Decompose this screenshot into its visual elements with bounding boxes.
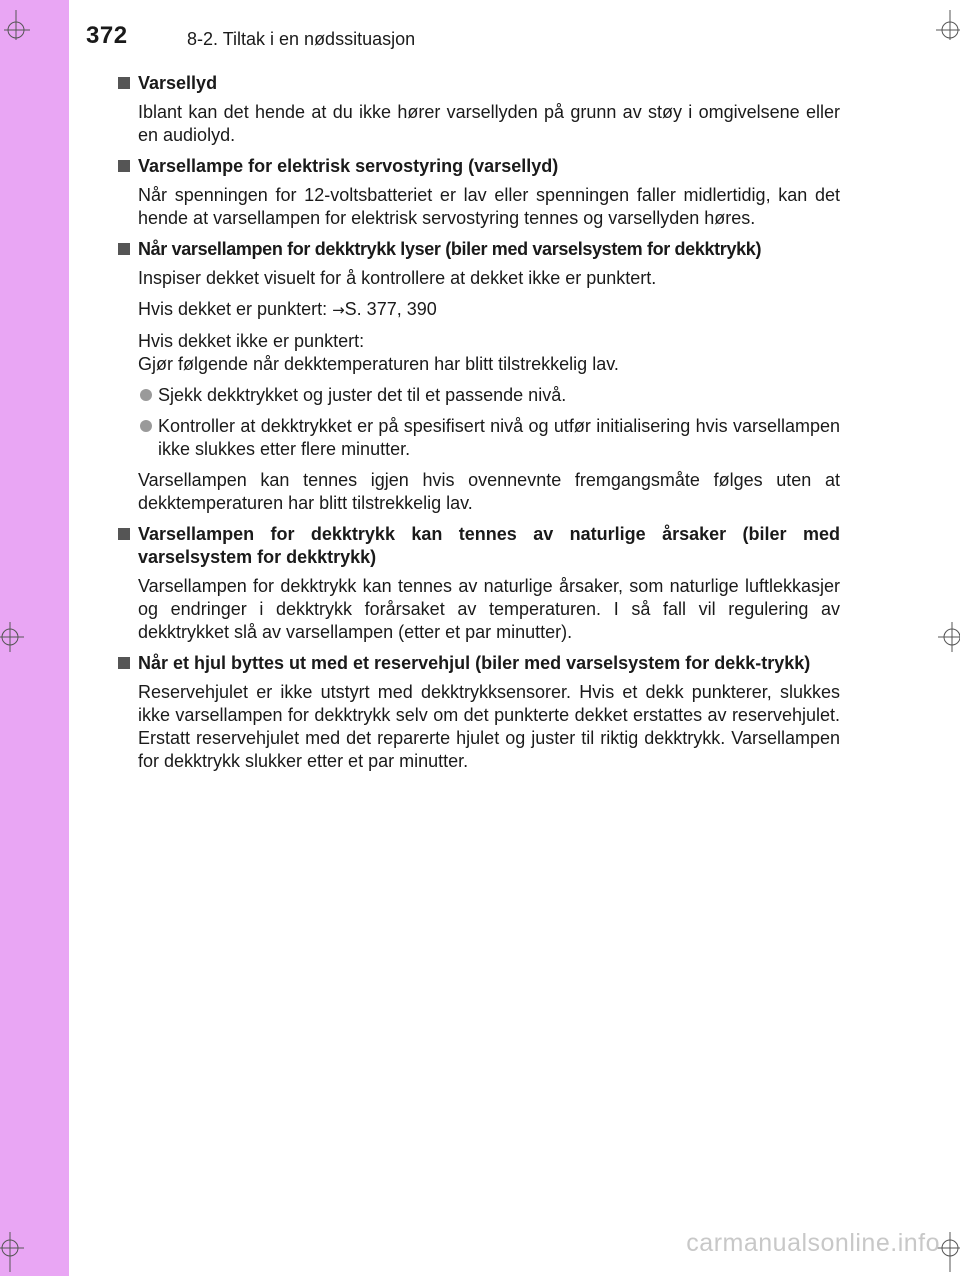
heading-naturlige-arsaker: Varsellampen for dekktrykk kan tennes av naturlige årsaker (biler med varselsystem for dekktrykk) [118,523,840,569]
paragraph-with-reference: Hvis dekket er punktert: →S. 377, 390 [138,299,437,319]
heading-varsellyd: Varsellyd [118,72,840,95]
square-bullet-icon [118,77,130,89]
paragraph: Når spenningen for 12-voltsbatteriet er lav eller spenningen faller midlertidig, kan det hende at varsellampen for elektrisk servostyring tennes og varsellyden høres. [138,185,840,228]
paragraph: Inspiser dekket visuelt for å kontrollere at dekket ikke er punktert. [138,268,657,288]
crop-mark-top-left [4,10,34,40]
list-item: Sjekk dekktrykket og juster det til et passende nivå. [118,384,840,407]
round-bullet-icon [140,389,152,401]
square-bullet-icon [118,243,130,255]
paragraph: Iblant kan det hende at du ikke hører varsellyden på grunn av støy i omgivelsene eller en audiolyd. [138,102,840,145]
paragraph: Varsellampen kan tennes igjen hvis ovennevnte fremgangsmåte følges uten at dekktemperaturen har blitt tilstrekkelig lav. [138,470,840,513]
crop-mark-mid-left [0,622,26,652]
heading-reservehjul: Når et hjul byttes ut med et reservehjul (biler med varselsystem for dekk-trykk) [118,652,840,675]
heading-dekktrykk-lyser: Når varsellampen for dekktrykk lyser (biler med varselsystem for dekktrykk) [118,238,840,261]
paragraph: Varsellampen for dekktrykk kan tennes av naturlige årsaker, som naturlige luftlekkasjer og endringer i dekktrykk forårsaket av temperaturen. I så fall vil regulering av dekktrykket slå av varsellampen (etter et par minutter). [138,576,840,642]
square-bullet-icon [118,657,130,669]
crop-mark-bottom-left [0,1232,30,1272]
crop-mark-mid-right [936,622,960,652]
square-bullet-icon [118,160,130,172]
paragraph: Reservehjulet er ikke utstyrt med dekktrykksensorer. Hvis et dekk punkterer, slukkes ikke varsellampen for dekktrykk selv om det punkterte dekket erstattes av reservehjulet. Erstatt reservehjulet med det reparerte hjulet og juster til riktig dekktrykk. Varsellampen for dekktrykk slukker etter et par minutter. [138,682,840,771]
watermark: carmanualsonline.info [686,1229,940,1257]
page-reference-link[interactable]: S. 377, 390 [344,299,437,319]
page-content [118,72,840,781]
round-bullet-icon [140,420,152,432]
section-title: 8-2. Tiltak i en nødssituasjon [187,29,416,49]
square-bullet-icon [118,528,130,540]
arrow-right-icon: → [332,301,345,319]
paragraph: Hvis dekket ikke er punktert: Gjør følgende når dekktemperaturen har blitt tilstrekkelig lav. [138,331,619,374]
heading-servostyring: Varsellampe for elektrisk servostyring (varsellyd) [118,155,840,178]
crop-mark-top-right [934,10,960,40]
page-number: 372 [86,22,128,49]
list-item: Kontroller at dekktrykket er på spesifisert nivå og utfør initialisering hvis varsellampen ikke slukkes etter flere minutter. [118,415,840,461]
